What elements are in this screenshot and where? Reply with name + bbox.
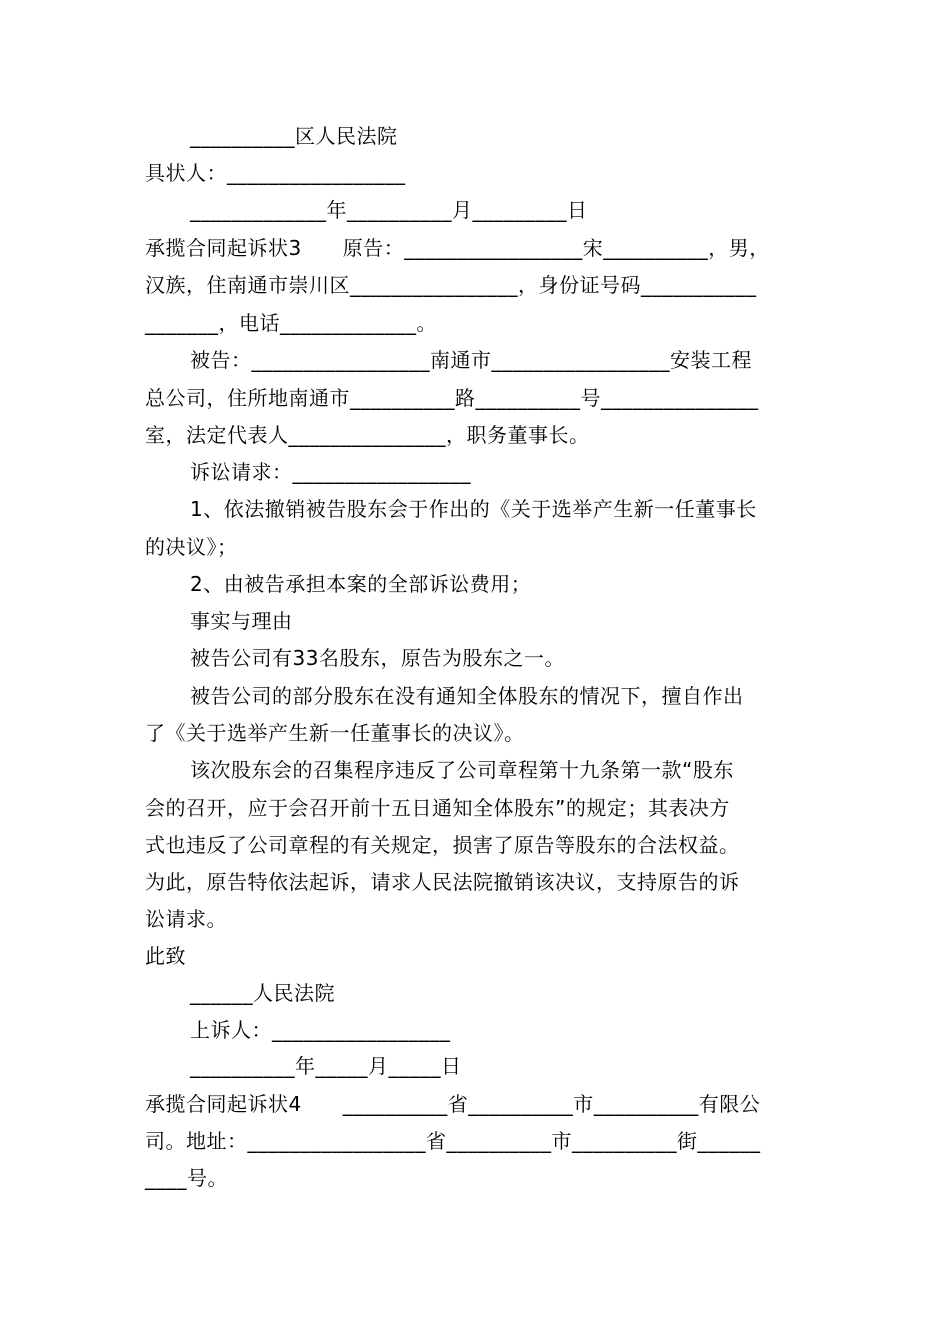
defendant-line: 被告：_________________南通市_________________安装工程 <box>190 348 752 372</box>
text-line: 汉族，住南通市崇川区________________，身份证号码___________ <box>145 273 757 297</box>
complaint-title-line: 承揽合同起诉状4 __________省__________市__________有限公 <box>145 1092 761 1116</box>
plaintiff-line: 承揽合同起诉状3 原告：_________________宋__________，男， <box>145 236 770 260</box>
text-line: 为此，原告特依法起诉，请求人民法院撤销该决议，支持原告的诉 <box>145 870 740 894</box>
text-line: 式也违反了公司章程的有关规定，损害了原告等股东的合法权益。 <box>145 833 740 857</box>
text-line: 被告公司有33名股东，原告为股东之一。 <box>190 646 565 670</box>
court-line: ______人民法院 <box>190 981 335 1005</box>
claims-heading: 诉讼请求：_________________ <box>190 460 471 484</box>
text-line: ____号。 <box>145 1166 228 1190</box>
date-line: __________年_____月_____日 <box>190 1054 462 1078</box>
text-line: _______，电话_____________。 <box>145 311 437 335</box>
closing-line: 此致 <box>145 944 186 968</box>
claim-item: 1、依法撤销被告股东会于作出的《关于选举产生新一任董事长 <box>190 497 757 521</box>
text-line: 会的召开，应于会召开前十五日通知全体股东”的规定；其表决方 <box>145 796 730 820</box>
date-line: _____________年__________月_________日 <box>190 198 588 222</box>
facts-heading: 事实与理由 <box>190 609 293 633</box>
court-heading-line: __________区人民法院 <box>190 124 398 148</box>
text-line: 总公司，住所地南通市__________路__________号_______________ <box>145 386 759 410</box>
text-line: 室，法定代表人_______________，职务董事长。 <box>145 423 590 447</box>
complainant-line: 具状人：_________________ <box>145 161 406 185</box>
text-line: 被告公司的部分股东在没有通知全体股东的情况下，擅自作出 <box>190 684 744 708</box>
text-line: 的决议》； <box>145 535 238 559</box>
text-line: 讼请求。 <box>145 907 227 931</box>
claim-item: 2、由被告承担本案的全部诉讼费用； <box>190 572 532 596</box>
text-line: 该次股东会的召集程序违反了公司章程第十九条第一款“股东 <box>190 758 734 782</box>
address-line: 司。地址：_________________省__________市__________街______ <box>145 1129 761 1153</box>
text-line: 了《关于选举产生新一任董事长的决议》。 <box>145 721 525 745</box>
appellant-line: 上诉人：_________________ <box>190 1018 451 1042</box>
